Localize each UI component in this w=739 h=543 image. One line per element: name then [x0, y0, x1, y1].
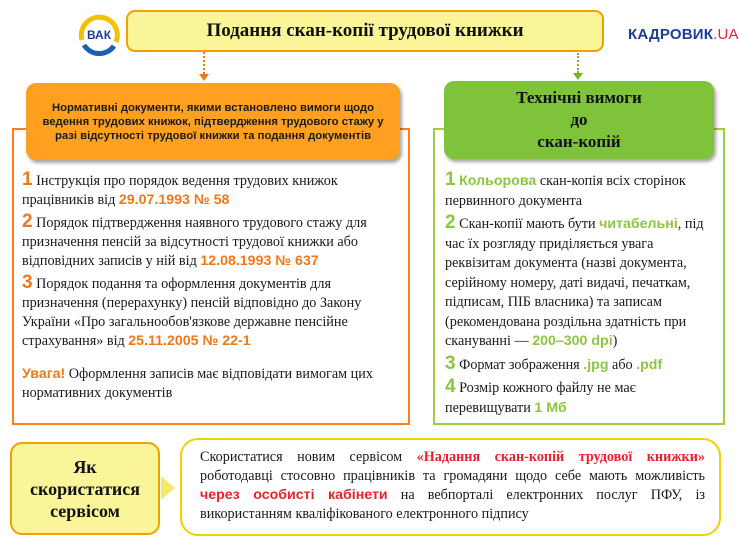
req-item-3 [445, 354, 715, 376]
req-num-2: 2 [445, 212, 456, 233]
doc-ref-3: 25.11.2005 № 22-1 [128, 333, 251, 349]
right-heading-line3: скан-копій [537, 132, 621, 151]
req-dpi: 200–300 dpi [532, 333, 613, 349]
personal-cabinet: через особисті кабінети [200, 487, 388, 503]
req-num-1: 1 [445, 169, 456, 190]
req-format-jpg: .jpg [583, 356, 609, 373]
req-format-pdf: .pdf [636, 356, 663, 373]
req-item-4 [445, 377, 715, 418]
page-title: Подання скан-копії трудової книжки [206, 20, 524, 41]
how-line-1: Як [73, 456, 97, 477]
warning-label: Увага! [22, 366, 66, 382]
title-box [126, 10, 604, 52]
right-heading-line2: до [570, 110, 588, 129]
arrow-down-left [199, 74, 209, 81]
vak-logo [74, 12, 124, 58]
doc-num-2: 2 [22, 211, 33, 232]
req-text-2a: Скан-копії мають бути [459, 216, 600, 232]
service-name: «Надання скан-копій трудової книжки» [416, 449, 705, 465]
normative-docs-list [22, 170, 402, 403]
req-highlight-readable: читабельні [599, 216, 678, 232]
req-size: 1 Мб [534, 399, 567, 416]
doc-ref-1: 29.07.1993 № 58 [118, 192, 230, 208]
brand-suffix: .UA [713, 26, 739, 43]
tech-requirements-list [445, 170, 715, 420]
how-line-3: сервісом [50, 500, 120, 521]
brand-main: КАДРОВИК [628, 26, 714, 43]
service-usage-box [180, 438, 721, 536]
req-text-2c: ) [612, 333, 618, 349]
connector-right [577, 53, 579, 73]
arrow-right [161, 476, 175, 500]
warning-text: Оформлення записів має відповідати вимогам цих нормативних документів [22, 366, 373, 401]
use-text-c: на вебпорталі електронних послуг ПФУ, із використанням кваліфікованого електронного підпису [200, 487, 705, 522]
doc-item-3 [22, 273, 402, 351]
right-heading-line1: Технічні вимоги [516, 88, 642, 107]
req-item-2 [445, 213, 715, 352]
right-heading [444, 81, 714, 159]
left-heading: Нормативні документи, якими встановлено вимоги щодо ведення трудових книжок, підтвердження трудового стажу у разі відсутності трудової книжки та подання документів [26, 83, 400, 160]
doc-text-2: Порядок підтвердження наявного трудового стажу для призначення пенсій за відсутності трудової книжки або відповідних записів у ній від [22, 215, 367, 269]
req-highlight-color: Кольорова [459, 173, 537, 189]
req-text-4: Розмір кожного файлу не має перевищувати [445, 380, 636, 416]
vak-logo-text: ВАК [86, 28, 112, 42]
req-item-1 [445, 170, 715, 211]
req-num-3: 3 [445, 352, 456, 374]
req-text-1: скан-копія всіх сторінок первинного документа [445, 173, 686, 209]
req-num-4: 4 [445, 376, 456, 397]
how-to-use-box [10, 442, 160, 535]
doc-item-2 [22, 212, 402, 271]
req-text-2b: , під час їх розгляду приділяється увага реквізитам документа (назві документа, серійному номеру, даті видачі, печаткам, підписам, ПІБ власника) та записам (рекомендована роздільна здатність при скануванні — [445, 216, 704, 349]
connector-left [203, 52, 205, 74]
use-text-a: Скористатися новим сервісом [200, 449, 417, 465]
doc-num-3: 3 [22, 272, 33, 293]
doc-item-1 [22, 170, 402, 210]
doc-num-1: 1 [22, 169, 33, 190]
use-text-b: роботодавці стосовно працівників та громадяни щодо себе мають можливість [200, 468, 705, 484]
req-text-3b: або [608, 356, 637, 373]
req-text-3a: Формат зображення [459, 356, 584, 373]
arrow-down-right [573, 73, 583, 80]
doc-text-1: Інструкція про порядок ведення трудових книжок працівників від [22, 173, 338, 208]
kadrovik-logo [628, 26, 739, 43]
doc-text-3: Порядок подання та оформлення документів для призначення (перерахунку) пенсій відповідно до Закону України «Про загальнообов'язкове державне пенсійне страхування» від [22, 276, 362, 349]
warning-note [22, 365, 402, 403]
how-line-2: скористатися [29, 478, 141, 499]
doc-ref-2: 12.08.1993 № 637 [200, 253, 319, 269]
